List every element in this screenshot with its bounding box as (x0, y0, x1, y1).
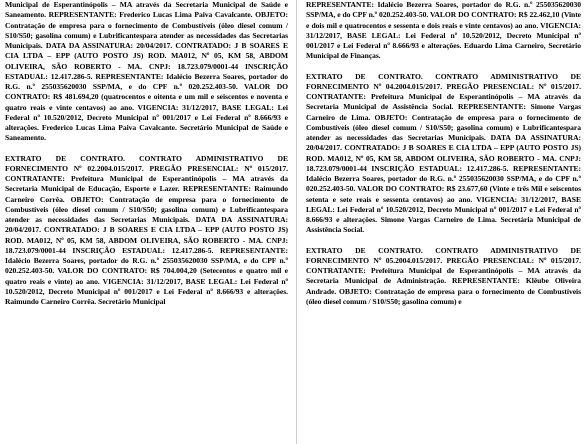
contract-extract-financas-continued: REPRESENTANTE: Idalécio Bezerra Soares, portador do R.G. n.º 255035620030 SSP/MA, e do CPF n.º 020.252.403-50. VALOR DO CONTRATO: R$ 22.462,10 (Vinte e dois mil e quatrocentos e sessenta e dois reais e vinte centavos) ao ano. VIGENCIA: 31/12/2017, BASE LEGAL: Lei Federal nº 10.520/2012, Decreto Municipal nº 001/2017 e Lei Federal nº 8.666/93 e alterações. Eduardo Lima Carneiro, Secretário Municipal de Finanças. (306, 0, 581, 61)
contract-extract-administracao: EXTRATO DE CONTRATO. CONTRATO ADMINISTRATIVO DE FORNECIMENTO Nº 05.2004.015/2017. PREGÃO PRESENCIAL: Nº 015/2017. CONTRATANTE: Prefeitura Municipal de Esperantinópolis – MA através da Secretaria Municipal de Administração. REPRESENTANTE: Klêube Oliveira Andrade. OBJETO: Contratação de empresa para o fornecimento de Combustíveis (óleo diesel comum / S10/S50; gasolina comum) e (306, 245, 581, 306)
left-column (5, 0, 288, 444)
column-divider (296, 0, 297, 444)
contract-extract-saude-continued: Municipal de Esperantinópolis – MA através da Secretaria Municipal de Saúde e Saneamento. REPRESENTANTE: Frederico Lucas Lima Paiva Cavalcante. OBJETO: Contratação de empresa para o fornecimento de Combustíveis (óleo diesel comum / S10/S50; gasolina comum) e Lubrificantespara atender as necessidades das Secretarias Municipais. DATA DA ASSINATURA: 20/04/2017. CONTRATADO: J B SOARES E CIA LTDA – EPP (AUTO POSTO JS) ROD. MA012, Nº 05, KM 58, ABDOM OLIVEIRA, SÃO ROBERTO - MA. CNPJ: 18.723.079/0001-44 INSCRIÇÃO ESTADUAL: 12.417.286-5. REPRESENTANTE: Idalécio Bezerra Soares, portador do R.G. n.º 255035620030 SSP/MA, e do CPF n.º 020.252.403-50. VALOR DO CONTRATO: R$ 481.694,20 (quatrocentos e oitenta e um mil e seiscentos e noventa e quatro reais e vinte centavos) ao ano. VIGENCIA: 31/12/2017, BASE LEGAL: Lei Federal nº 10.520/2012, Decreto Municipal nº 001/2017 e Lei Federal nº 8.666/93 e alterações. Frederico Lucas Lima Paiva Cavalcante. Secretário Municipal de Saúde e Saneamento. (5, 0, 288, 143)
contract-extract-assistencia-social: EXTRATO DE CONTRATO. CONTRATO ADMINISTRATIVO DE FORNECIMENTO Nº 04.2004.015/2017. PREGÃO PRESENCIAL: Nº 015/2017. CONTRATANTE: Prefeitura Municipal de Esperantinópolis – MA através da Secretaria Municipal de Assistência Social. REPRESENTANTE: Simone Vargas Carneiro de Lima. OBJETO: Contratação de empresa para o fornecimento de Combustíveis (óleo diesel comum / S10/S50; gasolina comum) e Lubrificantespara atender as necessidades das Secretarias Municipais. DATA DA ASSINATURA: 20/04/2017. CONTRATADO: J B SOARES E CIA LTDA – EPP (AUTO POSTO JS) ROD. MA012, Nº 05, KM 58, ABDOM OLIVEIRA, SÃO ROBERTO - MA. CNPJ: 18.723.079/0001-44 INSCRIÇÃO ESTADUAL: 12.417.286-5. REPRESENTANTE: Idalécio Bezerra Soares, portador do R.G. n.º 255035620030 SSP/MA, e do CPF n.º 020.252.403-50. VALOR DO CONTRATO: R$ 23.677,60 (Vinte e três Mil e seiscentos setenta e sete reais e sessenta centavos) ao ano. VIGENCIA: 31/12/2017, BASE LEGAL: Lei Federal nº 10.520/2012, Decreto Municipal nº 001/2017 e Lei Federal nº 8.666/93 e alterações. Simone Vargas Carneiro de Lima. Secretária Municipal de Assistência Social. (306, 71, 581, 235)
contract-extract-educacao: EXTRATO DE CONTRATO. CONTRATO ADMINISTRATIVO DE FORNECIMENTO Nº 02.2004.015/2017. PREGÃO PRESENCIAL: Nº 015/2017. CONTRATANTE: Prefeitura Municipal de Esperantinópolis – MA através da Secretaria Municipal de Educação, Esporte e Lazer. REPRESENTANTE: Raimundo Carneiro Corrêa. OBJETO: Contratação de empresa para o fornecimento de Combustíveis (óleo diesel comum / S10/S50; gasolina comum) e Lubrificantespara atender as necessidades das Secretarias Municipais. DATA DA ASSINATURA: 20/04/2017. CONTRATADO: J B SOARES E CIA LTDA – EPP (AUTO POSTO JS) ROD. MA012, Nº 05, KM 58, ABDOM OLIVEIRA, SÃO ROBERTO - MA. CNPJ: 18.723.079/0001-44 INSCRIÇÃO ESTADUAL: 12.417.286-5. REPRESENTANTE: Idalécio Bezerra Soares, portador do R.G. n.º 255035620030 SSP/MA, e do CPF n.º 020.252.403-50. VALOR DO CONTRATO: R$ 704.004,20 (Setecentos e quatro mil e quatro reais e vinte) ao ano. VIGENCIA: 31/12/2017, BASE LEGAL: Lei Federal nº 10.520/2012, Decreto Municipal nº 001/2017 e Lei Federal nº 8.666/93 e alterações. Raimundo Carneiro Corrêa. Secretário Municipal (5, 153, 288, 306)
right-column (306, 0, 581, 444)
